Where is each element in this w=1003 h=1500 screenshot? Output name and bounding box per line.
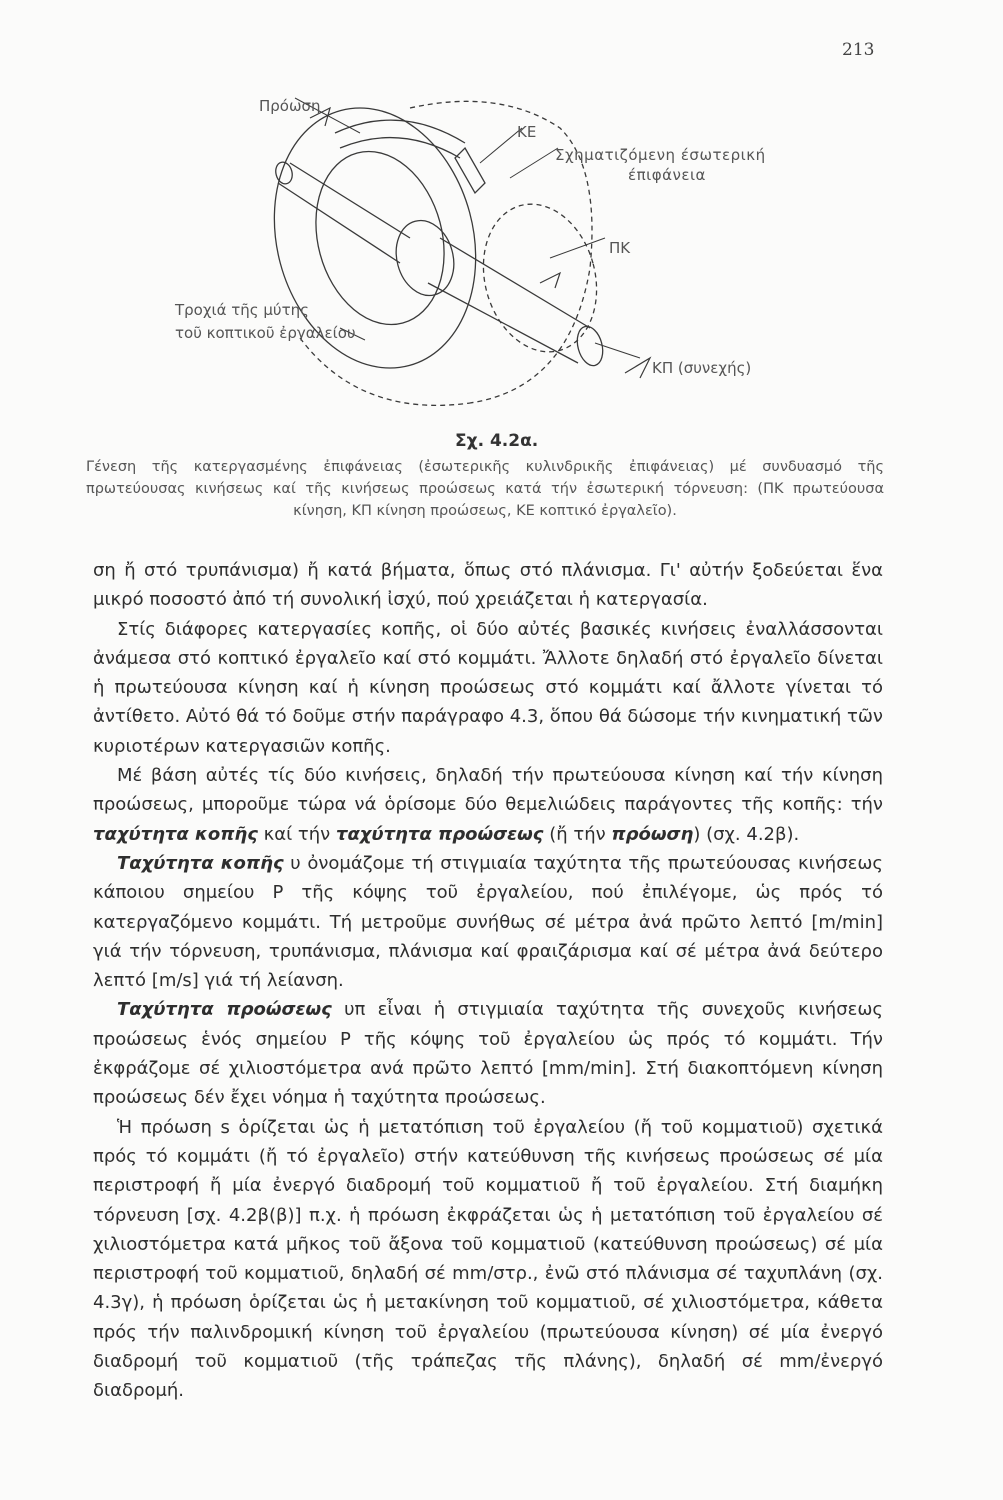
p5-text: υπ εἶναι ἡ στιγμιαία ταχύτητα τῆς συνεχοῦς κινήσεως προώσεως ἑνός σημείου Ρ τῆς κόψης τοῦ ἐργαλείου ὡς πρός τό κομμάτι. Τήν ἐκφράζομε σέ χιλιοστόμετρα ανά πρῶτο λεπτό [mm/min]. Στή διακοπτόμενη κίνηση προώσεως δέν ἔχει νόημα ἡ ταχύτητα προώσεως. — [93, 999, 883, 1109]
label-feed: Πρόωση — [259, 97, 321, 115]
paragraph-1: ση ἤ στό τρυπάνισμα) ἤ κατά βήματα, ὅπως στό πλάνισμα. Γι' αὐτήν ξοδεύεται ἕνα μικρό ποσοστό ἀπό τή συνολική ἰσχύ, πού χρειάζεται ἡ κατεργασία. — [93, 560, 883, 611]
workpiece-ring — [246, 88, 504, 391]
workpiece-bore — [297, 137, 462, 339]
p3-end: ) (σχ. 4.2β). — [693, 823, 800, 845]
paragraph-5 — [93, 995, 883, 1112]
term-feed-speed-def: Ταχύτητα προώσεως — [117, 999, 332, 1021]
figure-number: Σχ. 4.2α. — [455, 431, 539, 451]
cutting-tool — [455, 148, 485, 193]
label-ke: ΚΕ — [517, 123, 537, 141]
label-kp: ΚΠ (συνεχής) — [652, 359, 752, 377]
figure-caption: Γένεση τῆς κατεργασμένης ἐπιφάνειας (ἐσωτερικῆς κυλινδρικῆς ἐπιφάνειας) μέ συνδυασμό τῆς πρωτεύουσας κινήσεως καί τῆς κινήσεως προώσεως κατά τήν ἐσωτερική τόρνευση: (ΠΚ πρωτεύουσα κίνηση, ΚΠ κίνηση προώσεως, ΚΕ κοπτικό ἐργαλεῖο). — [86, 459, 884, 519]
p3-mid2: (ἤ τήν — [543, 823, 612, 845]
paragraph-3 — [93, 761, 883, 849]
paragraph-4 — [93, 849, 883, 995]
left-shaft — [278, 163, 410, 263]
p3-start: Μέ βάση αὐτές τίς δύο κινήσεις, δηλαδή τήν πρωτεύουσα κίνηση καί τήν κίνηση προώσεως, μποροῦμε τώρα νά ὁρίσομε δύο θεμελιώδεις παράγοντες τῆς κοπῆς: τήν — [93, 765, 883, 816]
term-feed-speed: ταχύτητα προώσεως — [335, 823, 544, 845]
generated-surface — [335, 120, 465, 158]
label-pk: ΠΚ — [609, 239, 631, 257]
term-cutting-speed-def: Ταχύτητα κοπῆς — [117, 852, 284, 874]
tool-shaft — [428, 238, 590, 363]
label-trajectory-line2: τοῦ κοπτικοῦ ἐργαλείου — [175, 324, 356, 342]
kp-arrow — [625, 358, 650, 378]
body-text — [93, 556, 883, 1406]
term-cutting-speed: ταχύτητα κοπῆς — [93, 823, 258, 845]
rear-ellipse — [467, 191, 612, 364]
label-surface-line2: έπιφάνεια — [628, 166, 706, 184]
paragraph-2: Στίς διάφορες κατεργασίες κοπῆς, οἱ δύο αὐτές βασικές κινήσεις ἐναλλάσσονται ἀνάμεσα στό κοπτικό ἐργαλεῖο καί στό κομμάτι. Ἄλλοτε δηλαδή στό ἐργαλεῖο δίνεται ἡ πρωτεύουσα κίνηση καί ἡ κίνηση προώσεως στό κομμάτι καί ἄλλοτε γίνεται τό ἀντίθετο. Αὐτό θά τό δοῦμε στήν παράγραφο 4.3, ὅπου θά δώσομε τήν κινηματική τῶν κυριοτέρων κατεργασιῶν κοπῆς. — [93, 618, 883, 757]
p3-mid1: καί τήν — [257, 823, 336, 845]
paragraph-6: Ἡ πρόωση s ὁρίζεται ὡς ἡ μετατόπιση τοῦ ἐργαλείου (ἤ τοῦ κομματιοῦ) σχετικά πρός τό κομμάτι (ἤ τό ἐργαλεῖο) στήν κατεύθυνση τῆς κινήσεως προώσεως σέ μία περιστροφή ἤ μία ἐνεργό διαδρομή τοῦ κομματιοῦ ἤ τοῦ ἐργαλείου. Στή διαμήκη τόρνευση [σχ. 4.2β(β)] π.χ. ἡ πρόωση ἐκφράζεται ὡς ἡ μετατόπιση τοῦ ἐργαλείου σέ χιλιοστόμετρα κατά μῆκος τοῦ ἄξονα τοῦ κομματιοῦ (κατεύθυνση προώσεως) σέ μία περιστροφή τοῦ κομματιοῦ, δηλαδή σέ mm/στρ., ἐνῶ στό πλάνισμα σέ ταχυπλάνη (σχ. 4.3γ), ἡ πρόωση ὁρίζεται ὡς ἡ μετακίνηση τοῦ κομματιοῦ, σέ χιλιοστόμετρα, κάθετα πρός τήν παλινδρομική κίνηση τοῦ ἐργαλείου (πρωτεύουσα κίνηση) σέ μία ἐνεργό διαδρομή τοῦ κομματιοῦ (τῆς τράπεζας τῆς πλάνης), δηλαδή σέ mm/ἐνεργό διαδρομή. — [93, 1116, 883, 1402]
p4-text: υ ὀνομάζομε τή στιγμιαία ταχύτητα τῆς πρωτεύουσας κινήσεως κάποιου σημείου Ρ τῆς κόψης τοῦ ἐργαλείου, πού ἐπιλέγομε, ὡς πρός τό κατεργαζόμενο κομμάτι. Τή μετροῦμε συνήθως σέ μέτρα ἀνά πρῶτο λεπτό [m/min] γιά τήν τόρνευση, τρυπάνισμα, πλάνισμα καί φραιζάρισμα καί σέ μέτρα ἀνά δεύτερο λεπτό [m/s] γιά τή λείανση. — [93, 852, 883, 992]
label-surface-line1: Σχηματιζόμενη έσωτερική — [555, 146, 766, 164]
tool-hub — [388, 214, 462, 302]
label-trajectory-line1: Τροχιά τῆς μύτης — [175, 301, 309, 319]
term-feed: πρόωση — [611, 823, 694, 845]
pk-arrow — [540, 273, 560, 288]
page-number: 213 — [842, 40, 875, 60]
